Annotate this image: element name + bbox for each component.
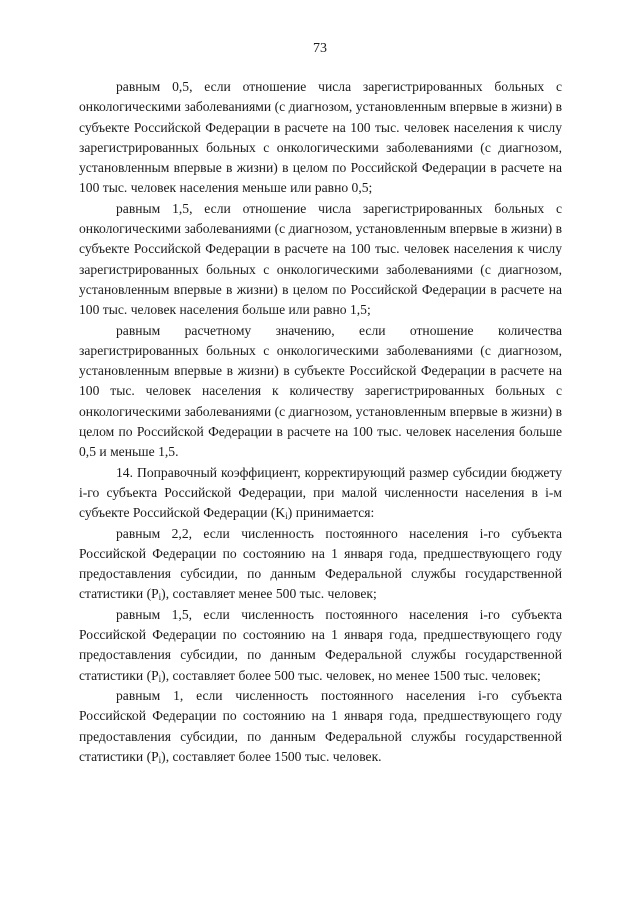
paragraph-coefficient-1-5	[79, 199, 562, 321]
paragraph-item-14	[79, 463, 562, 524]
paragraph-text-before: равным 1,5, если численность постоянного населения i-го субъекта Российской Федерации по состоянию на 1 января года, предшествующего году предоставления субсидии, по данным Федеральной службы государственной статистики (P	[79, 606, 562, 683]
paragraph-text: равным 0,5, если отношение числа зарегистрированных больных с онкологическими заболеваниями (с диагнозом, установленным впервые в жизни) в субъекте Российской Федерации в расчете на 100 тыс. человек населения к числу зарегистрированных больных с онкологическими заболеваниями (с диагнозом, установленным впервые в жизни) в целом по Российской Федерации в расчете на 100 тыс. человек населения меньше или равно 0,5;	[79, 79, 562, 196]
page-number: 73	[313, 41, 327, 56]
paragraph-coefficient-0-5	[79, 77, 562, 199]
document-body	[79, 77, 562, 767]
paragraph-text-before: равным 2,2, если численность постоянного населения i-го субъекта Российской Федерации по состоянию на 1 января года, предшествующего году предоставления субсидии, по данным Федеральной службы государственной статистики (P	[79, 525, 562, 602]
paragraph-text: равным расчетному значению, если отношение количества зарегистрированных больных с онкологическими заболеваниями (с диагнозом, установленным впервые в жизни) в субъекте Российской Федерации в расчете на 100 тыс. человек населения к количеству зарегистрированных больных с онкологическими заболеваниями (с диагнозом, установленным впервые в жизни) в целом по Российской Федерации в расчете на 100 тыс. человек населения больше 0,5 и меньше 1,5.	[79, 322, 562, 460]
paragraph-calculated-value	[79, 321, 562, 463]
subscript-index: i	[158, 673, 162, 684]
paragraph-text-after: ), составляет более 500 тыс. человек, но менее 1500 тыс. человек;	[161, 667, 541, 683]
paragraph-text-after: ), составляет менее 500 тыс. человек;	[161, 586, 377, 602]
paragraph-population-1-5	[79, 605, 562, 686]
paragraph-text-before: 14. Поправочный коэффициент, корректирующий размер субсидии бюджету i-го субъекта Российской Федерации, при малой численности населения в i-м субъекте Российской Федерации (K	[79, 464, 562, 521]
paragraph-text-after: ), составляет более 1500 тыс. человек.	[161, 748, 382, 764]
paragraph-coefficient-2-2	[79, 524, 562, 605]
paragraph-text-after: ) принимается:	[287, 505, 375, 521]
paragraph-text-before: равным 1, если численность постоянного населения i-го субъекта Российской Федерации по состоянию на 1 января года, предшествующего году предоставления субсидии, по данным Федеральной службы государственной статистики (P	[79, 687, 562, 764]
subscript-index: i	[158, 592, 162, 603]
paragraph-text: равным 1,5, если отношение числа зарегистрированных больных с онкологическими заболеваниями (с диагнозом, установленным впервые в жизни) в субъекте Российской Федерации в расчете на 100 тыс. человек населения к числу зарегистрированных больных с онкологическими заболеваниями (с диагнозом, установленным впервые в жизни) в целом по Российской Федерации в расчете на 100 тыс. человек населения больше или равно 1,5;	[79, 200, 562, 318]
paragraph-population-1	[79, 686, 562, 767]
subscript-index: i	[285, 511, 288, 522]
subscript-index: i	[158, 754, 162, 765]
